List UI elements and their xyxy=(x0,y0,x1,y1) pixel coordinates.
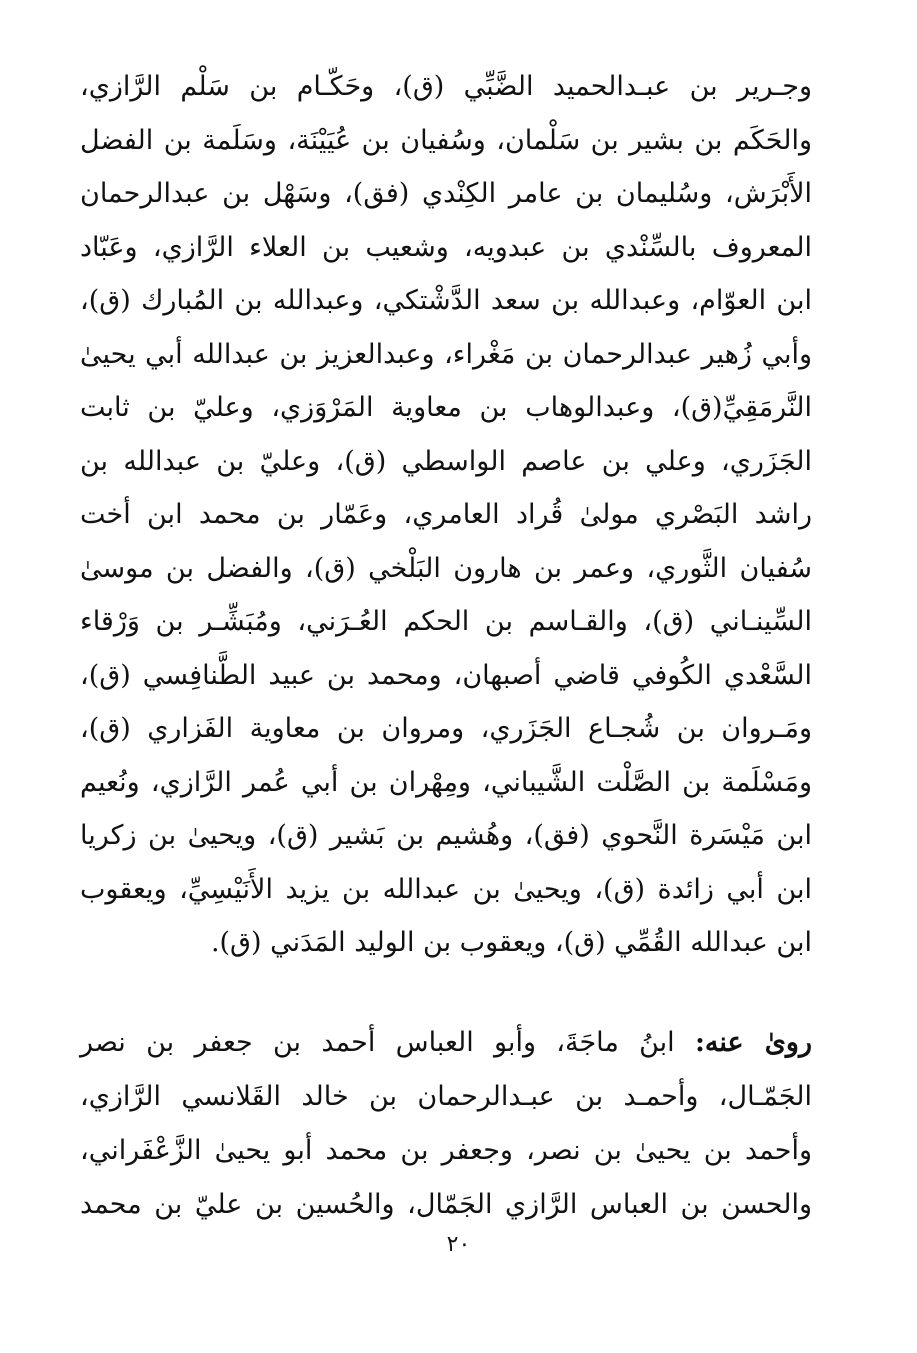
text-line: ومَـروان بن شُجـاع الجَزَري، ومروان بن معاوية الفَزاري (ق)، xyxy=(80,713,812,744)
text-line: الأَبْرَش، وسُليمان بن عامر الكِنْدي (فق)، وسَهْل بن عبدالرحمان xyxy=(80,178,812,209)
text-line: السِّينـاني (ق)، والقـاسم بن الحكم العُـرَني، ومُبَشِّـر بن وَرْقاء xyxy=(80,606,812,637)
section-lead-label: روىٰ عنه: xyxy=(694,1027,812,1058)
text-line: راشد البَصْري مولىٰ قُراد العامري، وعَمّار بن محمد ابن أخت xyxy=(80,499,812,530)
page-number: ٢٠ xyxy=(446,1232,471,1257)
text-line: الجَزَري، وعلي بن عاصم الواسطي (ق)، وعليّ بن عبدالله بن xyxy=(80,445,812,477)
text-line: السَّعْدي الكُوفي قاضي أصبهان، ومحمد بن عبيد الطَّنافِسي (ق)، xyxy=(80,659,812,691)
text-line: المعروف بالسِّنْدي بن عبدويه، وشعيب بن العلاء الرَّازي، وعَبّاد xyxy=(80,231,812,263)
text-line: ابن مَيْسَرة النَّحوي (فق)، وهُشيم بن بَشير (ق)، ويحيىٰ بن زكريا xyxy=(80,820,812,851)
text-line: والحسن بن العباس الرَّازي الجَمّال، والحُسين بن عليّ بن محمد xyxy=(80,1189,812,1220)
text-line-first xyxy=(80,1016,812,1070)
text-line: وأبي زُهير عبدالرحمان بن مَغْراء، وعبدالعزيز بن عبدالله أبي يحيىٰ xyxy=(80,338,812,370)
paragraph-narrated-from-him xyxy=(80,1016,812,1232)
paragraph-narrators-list xyxy=(80,60,812,970)
text-line: ابن أبي زائدة (ق)، ويحيىٰ بن عبدالله بن يزيد الأَنَيْسِيِّ، ويعقوب xyxy=(80,873,812,905)
text-line: الجَمّـال، وأحمـد بن عبـدالرحمان بن خالد القَلانسي الرَّازي، xyxy=(80,1081,812,1112)
text-line: سُفيان الثَّوري، وعمر بن هارون البَلْخي (ق)، والفضل بن موسىٰ xyxy=(80,552,812,584)
text-line: وجـرير بن عبـدالحميد الضَّبِّي (ق)، وحَكّـام بن سَلْم الرَّازي، xyxy=(80,71,812,102)
text-line: وأحمد بن يحيىٰ بن نصر، وجعفر بن محمد أبو يحيىٰ الزَّعْفَراني، xyxy=(80,1135,812,1166)
text-line-last: ابن عبدالله القُمِّي (ق)، ويعقوب بن الوليد المَدَني (ق). xyxy=(210,927,812,958)
text-line: ابن العوّام، وعبدالله بن سعد الدَّشْتكي، وعبدالله بن المُبارك (ق)، xyxy=(80,285,812,316)
text-line: ومَسْلَمة بن الصَّلْت الشَّيباني، ومِهْران بن أبي عُمر الرَّازي، ونُعيم xyxy=(80,766,812,798)
text-segment: ابنُ ماجَةَ، وأبو العباس أحمد بن جعفر بن نصر xyxy=(80,1027,675,1058)
text-line: النَّرمَقِيِّ(ق)، وعبدالوهاب بن معاوية المَرْوَزي، وعليّ بن ثابت xyxy=(80,392,812,423)
text-line: والحَكَم بن بشير بن سَلْمان، وسُفيان بن عُيَيْنَة، وسَلَمة بن الفضل xyxy=(80,124,812,156)
